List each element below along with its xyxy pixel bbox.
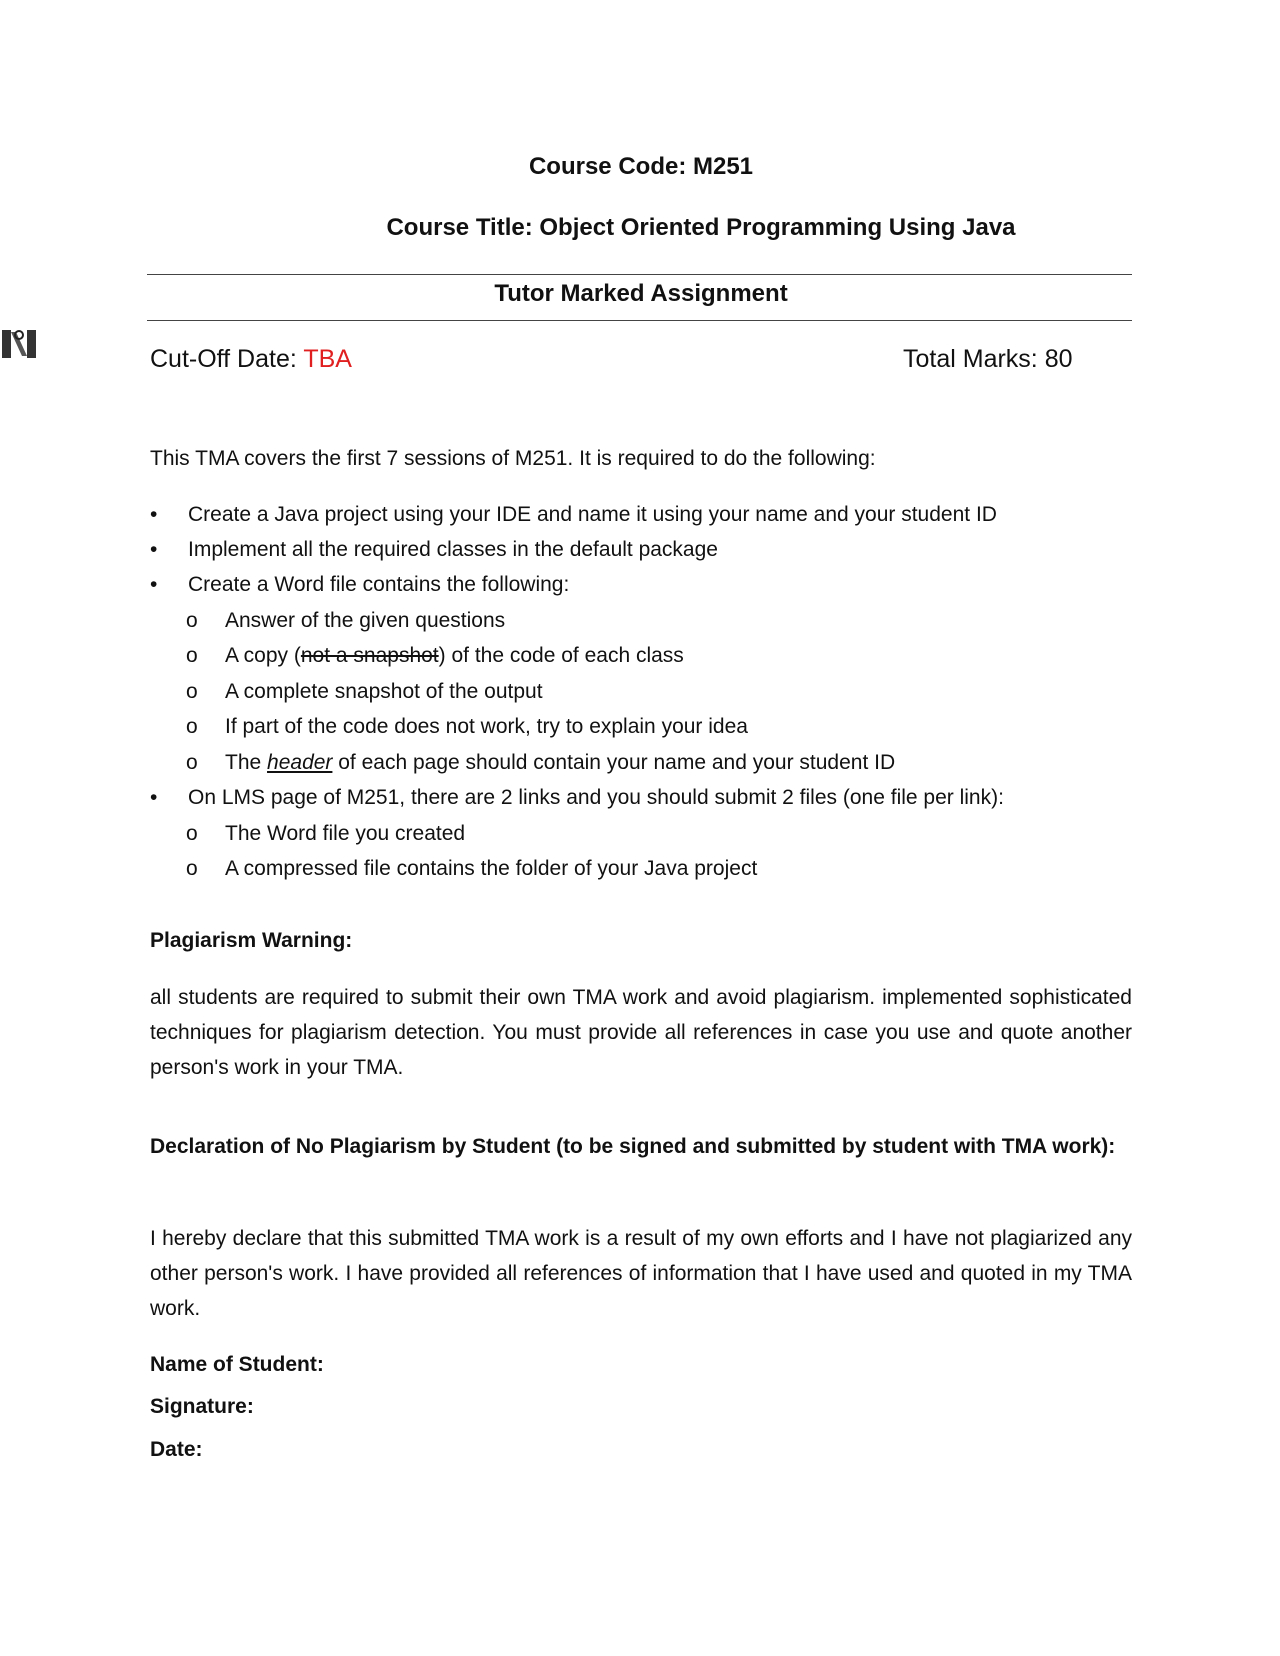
plagiarism-heading: Plagiarism Warning: (150, 929, 353, 952)
signature-label: Signature: (150, 1395, 254, 1418)
sub-list-item: o The Word file you created (186, 822, 466, 845)
list-item: • Implement all the required classes in the default package (150, 538, 718, 561)
declaration-heading: Declaration of No Plagiarism by Student (to be signed and submitted by student with TMA work): (150, 1135, 1116, 1158)
divider-top (147, 274, 1132, 275)
university-logo (2, 328, 36, 360)
date-label: Date: (150, 1438, 203, 1461)
intro-text: This TMA covers the first 7 sessions of M251. It is required to do the following: (150, 447, 876, 470)
plagiarism-text: all students are required to submit their own TMA work and avoid plagiarism. implemented sophisticated techniques for plagiarism detection. You must provide all references in case you use and quote another person's work in your TMA. (150, 986, 1132, 1079)
divider-bottom (147, 320, 1132, 321)
cutoff-value: TBA (303, 345, 352, 373)
list-item: • Create a Word file contains the following: (150, 573, 570, 596)
list-item: • Create a Java project using your IDE and name it using your name and your student ID (150, 503, 997, 526)
course-code: Course Code: M251 (528, 153, 754, 180)
cutoff-date (150, 345, 352, 374)
course-title: Course Title: Object Oriented Programming Using Java (386, 214, 1016, 241)
tma-title: Tutor Marked Assignment (494, 280, 788, 307)
list-item: • On LMS page of M251, there are 2 links and you should submit 2 files (one file per link): (150, 786, 1004, 809)
total-marks: Total Marks: 80 (903, 345, 1073, 373)
sub-list-item: o Answer of the given questions (186, 609, 506, 632)
cutoff-label: Cut-Off Date: (150, 345, 304, 373)
student-name-label: Name of Student: (150, 1353, 324, 1376)
sub-list-item: o If part of the code does not work, try to explain your idea (186, 715, 748, 738)
declaration-text: I hereby declare that this submitted TMA work is a result of my own efforts and I have not plagiarized any other person's work. I have provided all references of information that I have used and quoted in my TMA work. (150, 1227, 1132, 1320)
sub-list-item: o A compressed file contains the folder of your Java project (186, 857, 758, 880)
sub-list-item: o The header of each page should contain your name and your student ID (186, 751, 896, 774)
sub-list-item: o A complete snapshot of the output (186, 680, 543, 703)
sub-list-item: o A copy (not a snapshot) of the code of each class (186, 644, 684, 667)
